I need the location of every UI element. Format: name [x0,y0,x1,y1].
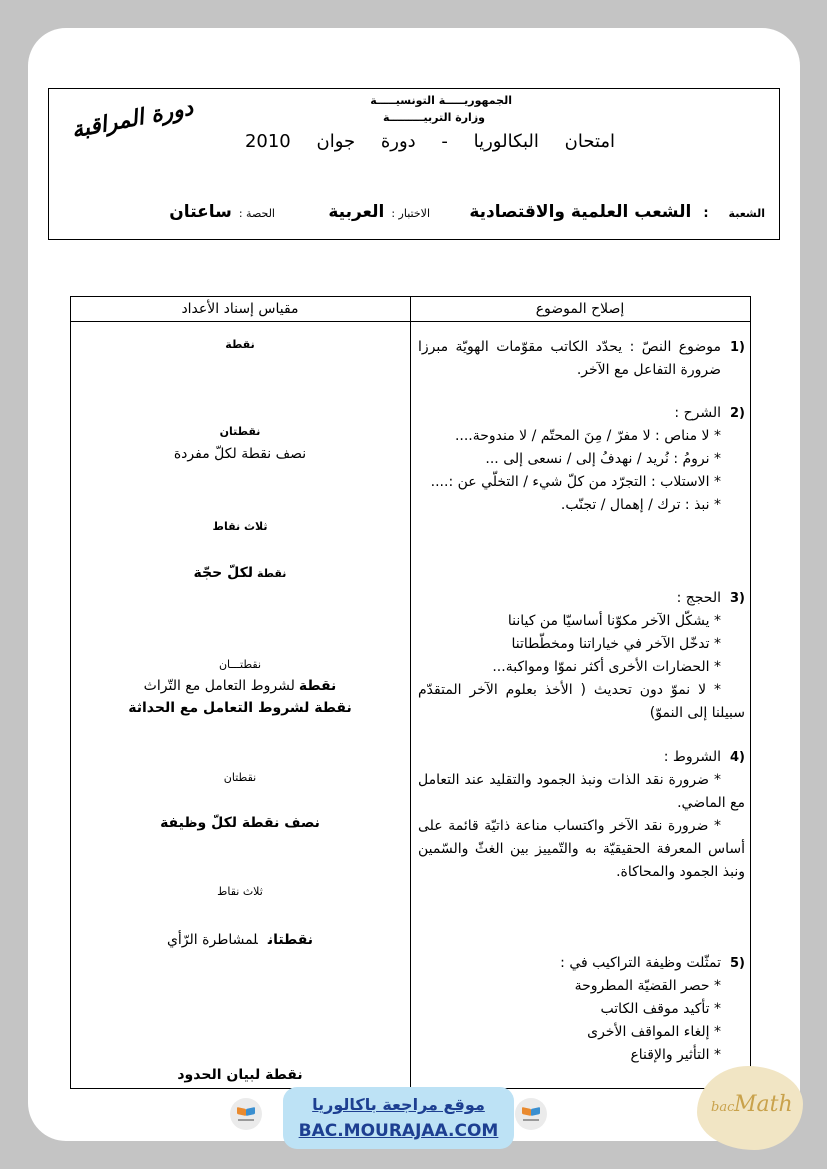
answer-2-item-1: * لا مناص : لا مفرّ / مِنَ المحتّم / لا مندوحة.... [454,428,721,444]
answer-2-item-2: * نرومُ : نُريد / نهدفُ إلى / نسعى إلى ... [485,451,721,467]
answer-2-item-4: * نبذ : ترك / إهمال / تجنّب. [560,497,721,513]
duration-label: الحصة : [238,207,275,220]
answer-3-item-4: * لا نموّ دون تحديث ( الأخذ بعلوم الآخر المتقدّم سبيلنا إلى النموّ) [418,682,745,721]
answer-4-head [418,746,745,769]
grade-q3-rule-text: لكلّ حجّة [193,565,253,581]
book-base-icon [238,1119,254,1121]
grade-q2-rule: نصف نقطة لكلّ مفردة [173,446,307,462]
subject-label: الاختبار : [391,207,430,220]
answer-1-number: 1) [730,340,745,355]
book-page-icon [246,1107,255,1116]
answer-1-text: موضوع النصّ : يحدّد الكاتب مقوّمات الهويّة مبرزا ضرورة التفاعل مع الآخر. [418,339,721,378]
book-cover-icon [237,1107,246,1116]
answer-2-item-3: * الاستلاب : التجرّد من كلّ شيء / التخلّي عن :.... [430,474,721,490]
answer-4-text: الشروط : [663,749,721,765]
answer-3-head [418,587,745,610]
answer-1-head [418,336,745,382]
bacmath-logo-small: bac [711,1100,735,1115]
answer-3-item-2: * تدخّل الآخر في خياراتنا ومخطّطاتنا [511,636,721,652]
section-colon: : [703,206,709,221]
grade-q3-rule [72,562,408,585]
site-url-link[interactable]: BAC.MOURAJAA.COM [298,1121,499,1141]
book-page-icon [531,1107,540,1116]
republic-line: الجمهوريـــــة التونسيـــــة [370,94,512,107]
site-badge[interactable] [283,1087,514,1149]
answer-3-item-1: * يشكّل الآخر مكوّنا أساسيّا من كياننا [507,613,721,629]
answer-1 [418,336,745,382]
column-header-grading: مقياس إسناد الأعداد [181,301,299,317]
session-stamp: دورة المراقبة [69,95,196,144]
subject-field [328,200,430,226]
site-logo-right-icon [515,1098,547,1130]
answer-2-head [418,402,745,425]
exam-title: امتحان البكالوريا - دورة جوان 2010 [244,131,616,152]
section-field [469,200,765,226]
grade-q4-rule-1 [72,675,408,697]
answer-5-item-2: * تأكيد موقف الكاتب [600,1001,721,1017]
grade-q6-points: ثلاث نقاط [217,885,263,898]
book-base-icon [523,1119,539,1121]
answer-4-item-1: * ضرورة نقد الذات ونبذ الجمود والتقليد عند التعامل مع الماضي. [418,772,745,811]
site-logo-left-icon [230,1098,262,1130]
answer-2-text: الشرح : [674,405,721,421]
answer-4-number: 4) [730,750,745,765]
section-label: الشعبة [728,207,765,220]
grade-q4-rule-1-text: لشروط التعامل مع التّراث [143,678,295,694]
bacmath-logo [697,1066,803,1150]
site-name[interactable]: موقع مراجعة باكالوريا [312,1095,485,1114]
grade-q6-rule-1-text: لمشاطرة الرّأي [166,932,258,948]
duration-field [169,200,275,226]
answer-5 [418,952,745,1067]
answer-5-item-3: * إلغاء المواقف الأخرى [587,1024,721,1040]
grade-q4-rule-1-points: نقطة [298,678,337,694]
grade-q6-rule-1 [72,929,408,951]
answer-4 [418,746,745,884]
answer-5-number: 5) [730,956,745,971]
grade-q3-rule-points: نقطة [257,567,287,580]
grade-q6-rule-1-points: نقطتان [267,932,314,948]
bacmath-logo-large: Math [734,1092,793,1117]
answer-5-head [418,952,745,975]
answer-4-item-2: * ضرورة نقد الآخر واكتساب مناعة ذاتيّة قائمة على أساس المعرفة الحقيقيّة به والتّمييز بين الغثّ والسّمين ونبذ الجمود والمحاكاة. [418,818,745,880]
grade-q6-rule-2: نقطة لبيان الحدود [177,1067,303,1083]
answer-3-text: الحجج : [676,590,721,606]
grade-q5-points: نقطتان [223,771,257,784]
book-cover-icon [522,1107,531,1116]
answer-3 [418,587,745,725]
grade-q3-points: ثلاث نقاط [212,520,268,533]
answer-3-number: 3) [730,591,745,606]
answer-5-item-4: * التأثير والإقناع [630,1047,721,1063]
grade-q5-rule: نصف نقطة لكلّ وظيفة [160,815,320,831]
section-value: الشعب العلمية والاقتصادية [469,202,692,222]
answer-2 [418,402,745,517]
grade-q4-points: نقطتـــان [218,658,262,671]
answer-5-item-1: * حصر القضيّة المطروحة [574,978,721,994]
answer-5-text: تمثّلت وظيفة التراكيب في : [560,955,721,971]
grade-q2-points: نقطتان [219,425,261,438]
grade-q1-points: نقطة [225,338,255,351]
duration-value: ساعتان [169,202,232,222]
answer-2-number: 2) [730,406,745,421]
table-column-divider [410,296,411,1089]
ministry-line: وزارة التربيـــــــــة [383,111,485,124]
grade-q4-rule-2: نقطة لشروط التعامل مع الحداثة [128,700,352,716]
answer-3-item-3: * الحضارات الأخرى أكثر نموّا ومواكبة... [492,659,721,675]
column-header-answer: إصلاح الموضوع [535,301,625,317]
subject-value: العربية [328,202,385,222]
